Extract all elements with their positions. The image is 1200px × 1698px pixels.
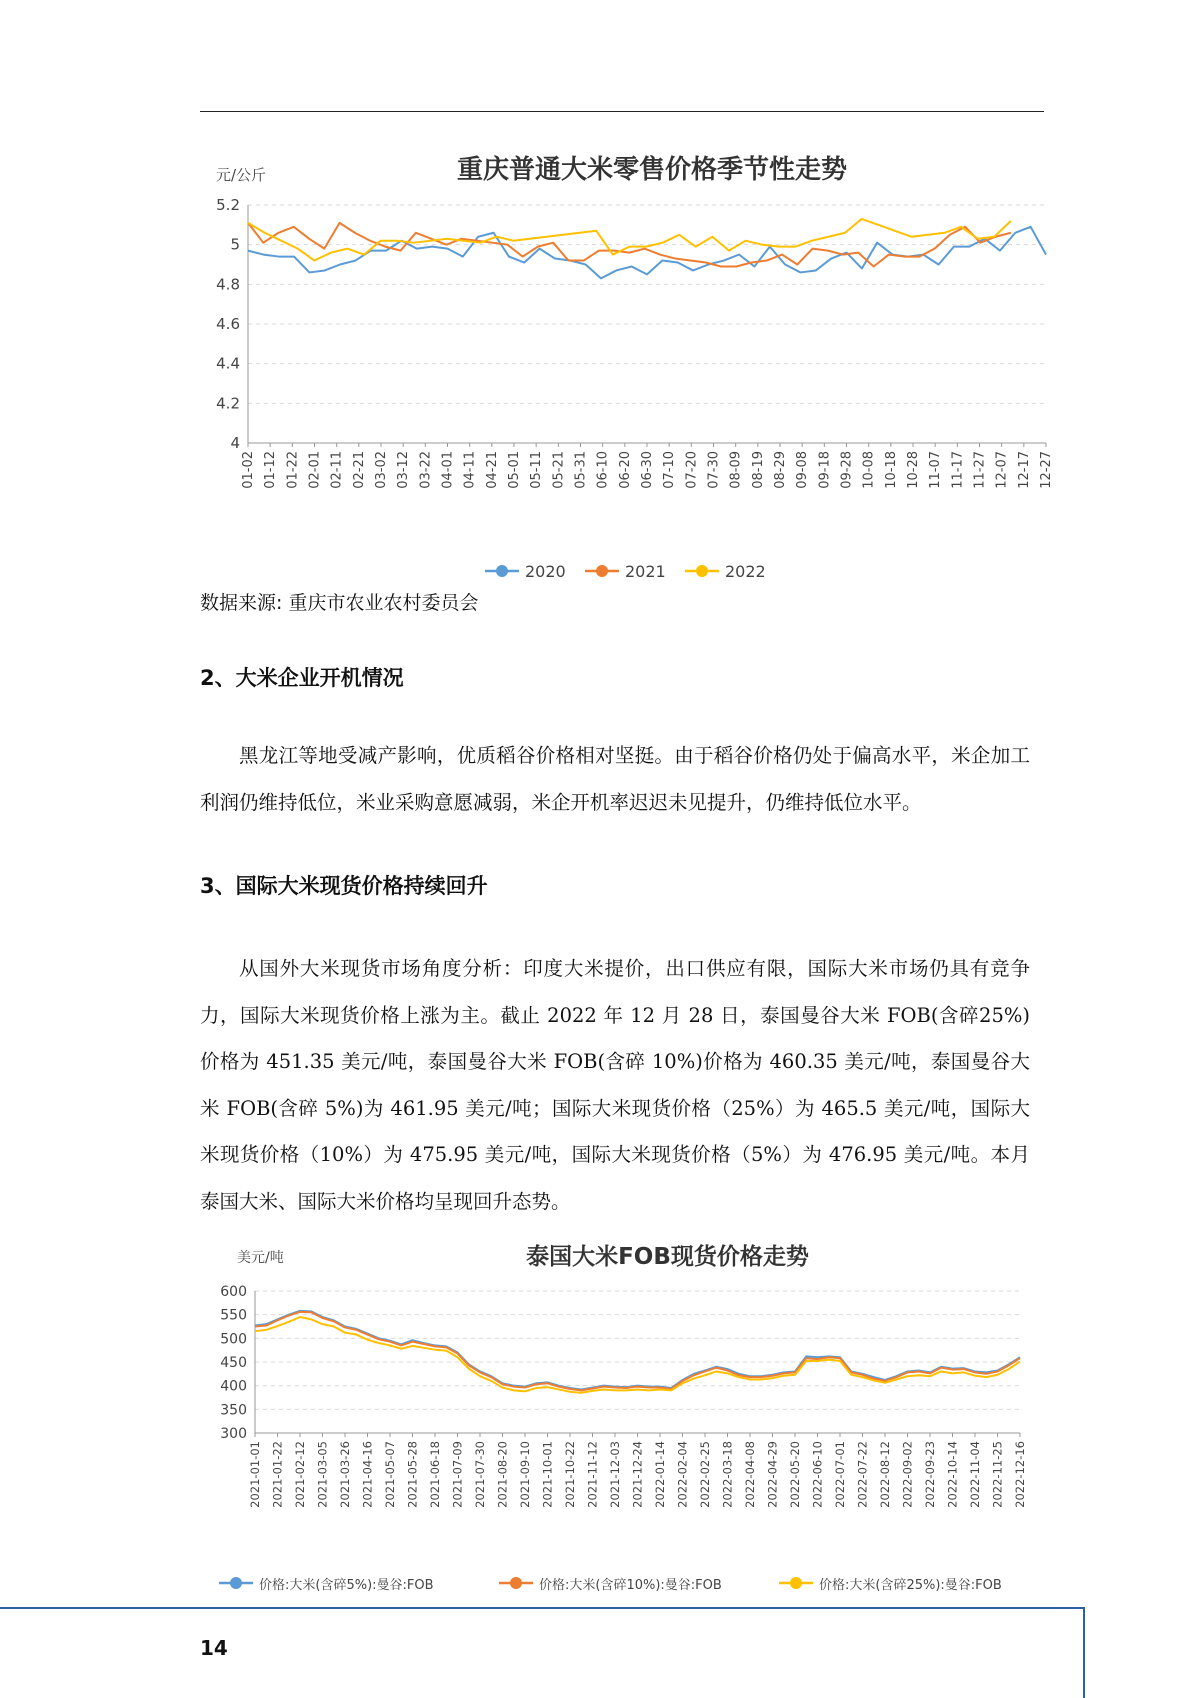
footer-vertical-rule <box>1083 1607 1085 1698</box>
chart1-x-tick-label: 01-22 <box>285 451 301 489</box>
chart1-y-tick-label: 4.4 <box>216 354 240 373</box>
chart1-x-tick-label: 01-12 <box>263 451 279 489</box>
chart1-x-tick-label: 06-30 <box>640 451 655 489</box>
chart1-x-tick-label: 02-21 <box>351 451 367 489</box>
chart1-x-tick-label: 04-11 <box>462 451 478 489</box>
chart2-x-tick-label: 2022-09-02 <box>900 1441 915 1508</box>
chart2-x-tick-label: 2021-09-10 <box>518 1441 532 1508</box>
chart2-legend <box>219 1577 1002 1593</box>
chart2-x-tick-label: 2022-02-04 <box>675 1441 690 1508</box>
chart2-x-tick-label: 2022-01-14 <box>653 1441 667 1508</box>
chart1-x-tick-label: 03-12 <box>396 451 412 489</box>
chart2-x-tick-label: 2021-12-03 <box>608 1441 622 1508</box>
chart1-y-tick-label: 4.6 <box>216 315 240 333</box>
chart1-x-tick-label: 07-30 <box>706 451 722 489</box>
chart1-x-tick-label: 10-28 <box>906 451 921 489</box>
chart2-legend-marker <box>510 1577 522 1589</box>
chart2-x-tick-label: 2022-12-16 <box>1013 1441 1027 1508</box>
chart2-x-tick-label: 2022-11-04 <box>968 1441 982 1508</box>
chart1-y-tick-label: 5.2 <box>216 196 240 214</box>
chart2-x-tick-label: 2021-07-30 <box>473 1441 487 1508</box>
chart2-y-tick-label: 600 <box>220 1284 247 1300</box>
chart2-x-tick-label: 2021-03-26 <box>338 1441 352 1508</box>
chart2-y-tick-label: 500 <box>220 1331 247 1348</box>
chart1-x-tick-label: 12-07 <box>994 451 1010 489</box>
chart2-x-tick-label: 2021-01-22 <box>270 1441 285 1508</box>
chart2-y-tick-label: 300 <box>220 1426 247 1442</box>
chart2-x-tick-label: 2022-04-29 <box>765 1441 780 1508</box>
chart2-x-tick-label: 2021-02-12 <box>293 1441 307 1508</box>
chart1-legend-marker <box>696 565 708 577</box>
chart1-y-tick-label: 4.8 <box>216 275 240 294</box>
chart2-x-tick-label: 2021-05-07 <box>383 1441 397 1508</box>
chart2-y-tick-label: 450 <box>220 1355 247 1371</box>
chart2-x-tick-label: 2021-06-18 <box>428 1441 442 1508</box>
section-3-heading: 3、国际大米现货价格持续回升 <box>200 874 488 898</box>
chart1-x-tick-label: 02-01 <box>307 451 323 489</box>
chart1-legend <box>485 562 766 581</box>
chart1-x-tick-label: 11-17 <box>950 451 966 489</box>
chart1-x-tick-label: 09-28 <box>839 451 855 489</box>
chart2-legend-label: 价格:大米(含碎5%):曼谷:FOB <box>259 1578 434 1593</box>
chart2-x-tick-label: 2022-11-25 <box>990 1441 1005 1508</box>
chart2-x-tick-label: 2021-11-12 <box>585 1441 600 1508</box>
chart1-legend-marker <box>496 565 508 577</box>
chart1-x-tick-label: 02-11 <box>329 451 345 489</box>
chart1-x-tick-label: 08-19 <box>750 451 766 489</box>
chart2-y-tick-label: 550 <box>220 1307 247 1324</box>
chart2-x-tick-label: 2022-10-14 <box>945 1441 960 1508</box>
chart2-title: 泰国大米FOB现货价格走势 <box>526 1244 809 1270</box>
thai-rice-fob-chart <box>205 1238 1040 1593</box>
chart1-x-tick-label: 06-10 <box>595 451 611 489</box>
chart1-y-tick-label: 5 <box>230 235 240 254</box>
chart1-x-tick-label: 07-20 <box>684 451 700 489</box>
chart1-x-tick-label: 05-11 <box>529 451 545 489</box>
chart1-x-tick-label: 12-27 <box>1039 451 1054 489</box>
chart2-series-line <box>255 1312 1020 1391</box>
section-2-paragraph <box>200 733 1030 826</box>
chart1-legend-label: 2021 <box>625 562 666 581</box>
chart1-x-tick-label: 12-17 <box>1016 451 1032 489</box>
chart1-x-tick-label: 04-01 <box>440 451 456 489</box>
chart1-x-tick-label: 05-21 <box>551 451 567 489</box>
chart1-x-tick-label: 06-20 <box>617 451 633 489</box>
chart1-x-tick-label: 10-08 <box>861 451 877 489</box>
page-number: 14 <box>200 1636 228 1660</box>
chart1-x-tick-label: 05-31 <box>573 451 589 489</box>
chart2-svg <box>205 1238 1040 1593</box>
chart1-x-tick-label: 03-02 <box>374 451 389 489</box>
chongqing-rice-price-chart <box>200 145 1054 585</box>
chart1-x-tick-label: 08-09 <box>728 451 744 489</box>
chart1-svg <box>200 145 1054 585</box>
chart2-x-tick-label: 2022-06-10 <box>810 1441 825 1508</box>
chart1-x-tick-label: 09-18 <box>817 451 833 489</box>
chart2-x-tick-label: 2021-01-01 <box>248 1441 262 1508</box>
chart2-y-tick-label: 400 <box>220 1378 247 1395</box>
chart2-x-tick-label: 2022-03-18 <box>720 1441 735 1508</box>
section-2-text: 黑龙江等地受减产影响，优质稻谷价格相对坚挺。由于稻谷价格仍处于偏高水平，米企加工利润仍维持低位，米业采购意愿减弱，米企开机率迟迟未见提升，仍维持低位水平。 <box>200 744 1030 814</box>
chart2-y-axis-label: 美元/吨 <box>237 1250 284 1266</box>
section-3-text: 从国外大米现货市场角度分析：印度大米提价，出口供应有限，国际大米市场仍具有竞争力，国际大米现货价格上涨为主。截止 2022 年 12 月 28 日，泰国曼谷大米 FOB(含碎25%)价格为 451.35 美元/吨，泰国曼谷大米 FOB(含碎 10%)价格为 460.35 美元/吨，泰国曼谷大米 FOB(含碎 5%)为 461.95 美元/吨；国际大米现货价格（25%）为 465.5 美元/吨，国际大米现货价格（10%）为 475.95 美元/吨，国际大米现货价格（5%）为 476.95 美元/吨。本月泰国大米、国际大米价格均呈现回升态势。 <box>200 957 1030 1213</box>
chart1-x-tick-label: 04-21 <box>484 451 500 489</box>
chart2-x-tick-label: 2021-08-20 <box>495 1441 510 1508</box>
chart2-series-line <box>255 1317 1020 1393</box>
header-rule <box>200 111 1044 112</box>
chart2-x-tick-label: 2021-03-05 <box>315 1441 330 1508</box>
chart1-x-tick-label: 10-18 <box>883 451 899 489</box>
chart1-x-tick-label: 11-07 <box>928 451 944 489</box>
chart2-legend-label: 价格:大米(含碎10%):曼谷:FOB <box>539 1578 722 1593</box>
chart1-x-tick-label: 09-08 <box>795 451 811 489</box>
chart1-title: 重庆普通大米零售价格季节性走势 <box>456 155 848 185</box>
chart2-x-tick-label: 2021-05-28 <box>405 1441 420 1508</box>
chart1-x-tick-label: 08-29 <box>773 451 788 489</box>
chart2-x-tick-label: 2021-12-24 <box>630 1441 645 1508</box>
chart1-y-tick-label: 4.2 <box>216 394 240 413</box>
chart1-y-tick-label: 4 <box>230 434 240 452</box>
footer-rule <box>0 1607 1085 1609</box>
chart2-x-tick-label: 2022-04-08 <box>743 1441 757 1508</box>
chart2-x-tick-label: 2021-04-16 <box>360 1441 375 1508</box>
chart2-x-tick-label: 2022-07-22 <box>855 1441 870 1508</box>
chart2-x-tick-label: 2022-02-25 <box>698 1441 712 1508</box>
data-source-caption: 数据来源: 重庆市农业农村委员会 <box>200 592 479 614</box>
chart2-y-tick-label: 350 <box>220 1402 247 1419</box>
chart1-x-tick-label: 01-02 <box>241 451 256 489</box>
chart1-x-tick-label: 03-22 <box>418 451 434 489</box>
chart1-x-tick-label: 11-27 <box>972 451 988 489</box>
chart1-legend-label: 2022 <box>725 562 766 581</box>
section-3-paragraph <box>200 946 1030 1225</box>
chart1-x-tick-label: 07-10 <box>662 451 678 489</box>
chart1-legend-label: 2020 <box>525 562 566 581</box>
chart2-x-tick-label: 2022-05-20 <box>788 1441 802 1508</box>
chart2-legend-marker <box>230 1577 242 1589</box>
chart2-x-tick-label: 2021-07-09 <box>450 1441 465 1508</box>
chart2-x-tick-label: 2021-10-22 <box>563 1441 577 1508</box>
section-2-heading: 2、大米企业开机情况 <box>200 666 404 690</box>
chart2-legend-marker <box>790 1577 802 1589</box>
chart2-x-tick-label: 2021-10-01 <box>540 1441 555 1508</box>
chart2-x-tick-label: 2022-07-01 <box>833 1441 847 1508</box>
chart2-x-tick-label: 2022-08-12 <box>878 1441 892 1508</box>
chart2-legend-label: 价格:大米(含碎25%):曼谷:FOB <box>819 1578 1002 1593</box>
chart1-y-axis-label: 元/公斤 <box>216 166 267 184</box>
chart1-legend-marker <box>596 565 608 577</box>
chart1-x-tick-label: 05-01 <box>507 451 522 489</box>
chart2-x-tick-label: 2022-09-23 <box>923 1441 937 1508</box>
